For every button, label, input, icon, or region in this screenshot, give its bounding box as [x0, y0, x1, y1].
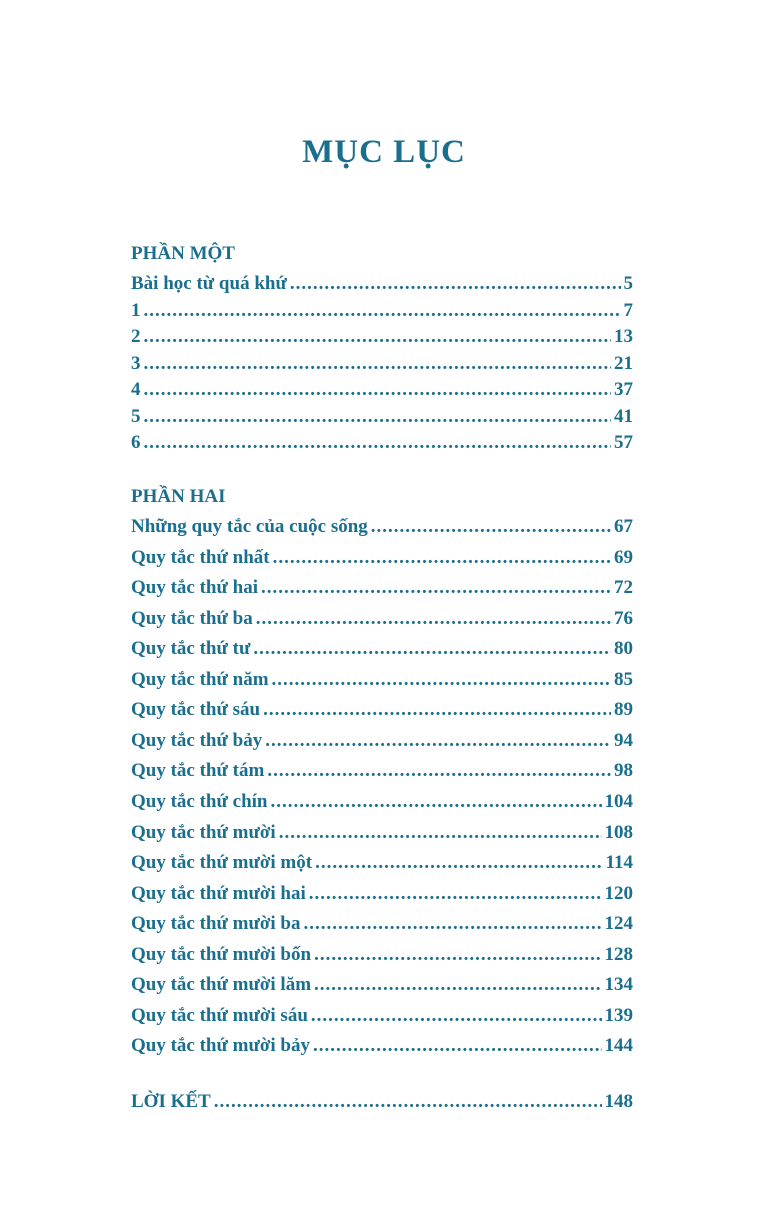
toc-entry-label: 6 [131, 432, 141, 453]
toc-entry-page: 21 [614, 353, 633, 374]
toc-entry-label: Quy tắc thứ mười bảy [131, 1035, 310, 1056]
toc-entry-page: 98 [614, 760, 633, 781]
toc-entry-page: 69 [614, 547, 633, 568]
dot-leader [144, 406, 612, 428]
toc-entry-label: Quy tắc thứ mười [131, 822, 276, 843]
dot-leader [304, 913, 602, 935]
toc-entry[interactable] [131, 432, 633, 454]
toc-entry-label: Quy tắc thứ tám [131, 760, 265, 781]
toc-entry-page: 124 [604, 913, 633, 934]
dot-leader [265, 730, 611, 752]
dot-leader [263, 699, 611, 721]
toc-entry[interactable] [131, 353, 633, 375]
dot-leader [290, 273, 621, 295]
dot-leader [261, 577, 611, 599]
toc-entry[interactable] [131, 699, 633, 721]
toc-entry-label: Quy tắc thứ năm [131, 669, 269, 690]
toc-entry-label: Những quy tắc của cuộc sống [131, 516, 368, 537]
toc-entry-label: LỜI KẾT [131, 1091, 211, 1112]
toc-entry-label: Quy tắc thứ bảy [131, 730, 263, 751]
toc-entry[interactable] [131, 730, 633, 752]
dot-leader [271, 791, 602, 813]
toc-entry[interactable] [131, 577, 633, 599]
toc-entry-page: 148 [604, 1091, 633, 1112]
toc-entry[interactable] [131, 852, 633, 874]
page-title: MỤC LỤC [302, 134, 466, 170]
dot-leader [273, 547, 611, 569]
dot-leader [144, 326, 612, 348]
toc-entry-page: 72 [614, 577, 633, 598]
toc-entry-page: 67 [614, 516, 633, 537]
dot-leader [214, 1091, 602, 1113]
dot-leader [314, 944, 601, 966]
toc-entry-page: 5 [623, 273, 633, 294]
toc-entry-label: 1 [131, 300, 141, 321]
dot-leader [279, 822, 602, 844]
toc-entry[interactable] [131, 1035, 633, 1057]
toc-entry-label: Quy tắc thứ mười hai [131, 883, 306, 904]
toc-entry-page: 144 [604, 1035, 633, 1056]
toc-entry-label: Bài học từ quá khứ [131, 273, 287, 294]
dot-leader [311, 1005, 602, 1027]
toc-entry[interactable] [131, 974, 633, 996]
toc-entry[interactable] [131, 669, 633, 691]
toc-entry[interactable] [131, 760, 633, 782]
toc-entry-label: Quy tắc thứ mười ba [131, 913, 301, 934]
toc-entry-label: Quy tắc thứ sáu [131, 699, 261, 720]
toc-entry-label: Quy tắc thứ mười một [131, 852, 313, 873]
toc-entry[interactable] [131, 913, 633, 935]
toc-entry-label: Quy tắc thứ ba [131, 608, 253, 629]
toc-entry[interactable] [131, 516, 633, 538]
toc-entry-page: 41 [614, 406, 633, 427]
dot-leader [315, 852, 602, 874]
toc-entry-page: 37 [614, 379, 633, 400]
toc-entry[interactable] [131, 822, 633, 844]
dot-leader [314, 974, 601, 996]
toc-entry-page: 80 [614, 638, 633, 659]
toc-entry-page: 94 [614, 730, 633, 751]
toc-entry-epilogue[interactable] [131, 1091, 633, 1113]
dot-leader [313, 1035, 602, 1057]
toc-entry-page: 7 [623, 300, 633, 321]
toc-entry-label: Quy tắc thứ hai [131, 577, 258, 598]
toc-entry-page: 108 [604, 822, 633, 843]
toc-entry-page: 57 [614, 432, 633, 453]
toc-entry-label: Quy tắc thứ mười bốn [131, 944, 312, 965]
toc-entry[interactable] [131, 379, 633, 401]
toc-entry[interactable] [131, 638, 633, 660]
toc-entry[interactable] [131, 608, 633, 630]
toc-entry[interactable] [131, 406, 633, 428]
dot-leader [144, 432, 612, 454]
toc-entry-label: 2 [131, 326, 141, 347]
toc-entry-page: 13 [614, 326, 633, 347]
toc-entry[interactable] [131, 300, 633, 322]
dot-leader [309, 883, 602, 905]
toc-entry[interactable] [131, 273, 633, 295]
toc-entry-label: 4 [131, 379, 141, 400]
toc-entry[interactable] [131, 326, 633, 348]
toc-entry-page: 76 [614, 608, 633, 629]
dot-leader [256, 608, 611, 630]
dot-leader [144, 379, 612, 401]
toc-entry-page: 104 [604, 791, 633, 812]
toc-entry-label: Quy tắc thứ chín [131, 791, 268, 812]
toc-entry[interactable] [131, 883, 633, 905]
dot-leader [253, 638, 611, 660]
toc-entry[interactable] [131, 547, 633, 569]
toc-entry-page: 89 [614, 699, 633, 720]
dot-leader [272, 669, 611, 691]
toc-entry-page: 128 [604, 944, 633, 965]
toc-entry-label: Quy tắc thứ tư [131, 638, 251, 659]
part-one-heading: PHẦN MỘT [131, 243, 235, 264]
toc-entry-label: Quy tắc thứ mười lăm [131, 974, 312, 995]
toc-entry[interactable] [131, 1005, 633, 1027]
toc-entry-label: 3 [131, 353, 141, 374]
toc-entry-label: Quy tắc thứ nhất [131, 547, 270, 568]
toc-entry-page: 114 [605, 852, 633, 873]
dot-leader [371, 516, 611, 538]
toc-entry-label: 5 [131, 406, 141, 427]
toc-entry-page: 85 [614, 669, 633, 690]
toc-entry[interactable] [131, 791, 633, 813]
toc-entry-label: Quy tắc thứ mười sáu [131, 1005, 308, 1026]
part-two-heading: PHẦN HAI [131, 486, 226, 507]
toc-entry[interactable] [131, 944, 633, 966]
dot-leader [267, 760, 611, 782]
dot-leader [144, 300, 621, 322]
dot-leader [144, 353, 612, 375]
toc-entry-page: 139 [604, 1005, 633, 1026]
toc-entry-page: 134 [604, 974, 633, 995]
toc-entry-page: 120 [604, 883, 633, 904]
